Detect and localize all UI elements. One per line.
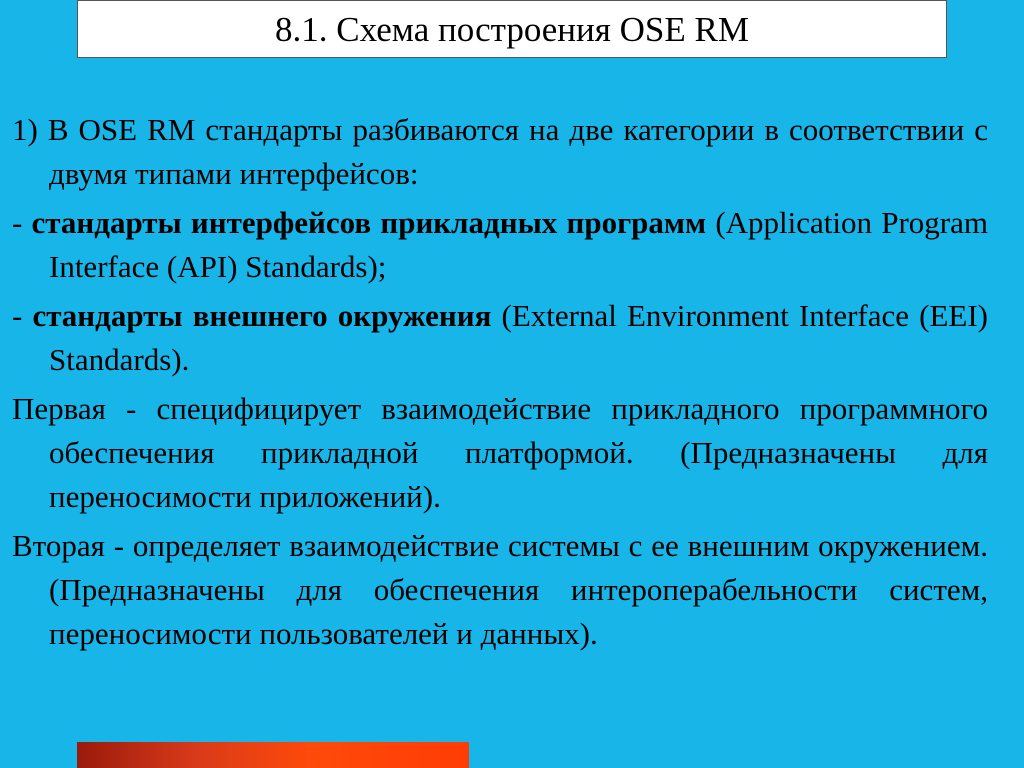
paragraph-first: Первая - специфицирует взаимодействие прикладного программного обеспечения прикладной платформой. (Предназначены для переносимости приложений). — [12, 391, 988, 514]
api-standards-text: (Application Program Interface (API) Standards); — [49, 205, 988, 284]
slide-title: 8.1. Схема построения OSE RM — [275, 9, 749, 49]
eei-standards-text: (External Environment Interface (EEI) Standards). — [49, 298, 988, 377]
paragraph-api-standards — [12, 201, 988, 289]
paragraph-second: Вторая - определяет взаимодействие системы с ее внешним окружением. (Предназначены для обеспечения интероперабельности систем, переносимости пользователей и данных). — [12, 528, 988, 651]
paragraph-eei-standards — [12, 294, 988, 382]
bullet-dash: - — [12, 205, 32, 240]
decorative-bottom-bar — [77, 742, 469, 768]
eei-standards-bold: стандарты внешнего окружения — [32, 298, 492, 333]
bullet-dash: - — [12, 298, 33, 333]
slide-body — [12, 108, 988, 661]
api-standards-bold: стандарты интерфейсов прикладных программ — [31, 205, 707, 240]
paragraph-intro: 1) В OSE RM стандарты разбиваются на две категории в соответствии с двумя типами интерфейсов: — [12, 112, 988, 191]
slide-title-box — [77, 0, 947, 58]
